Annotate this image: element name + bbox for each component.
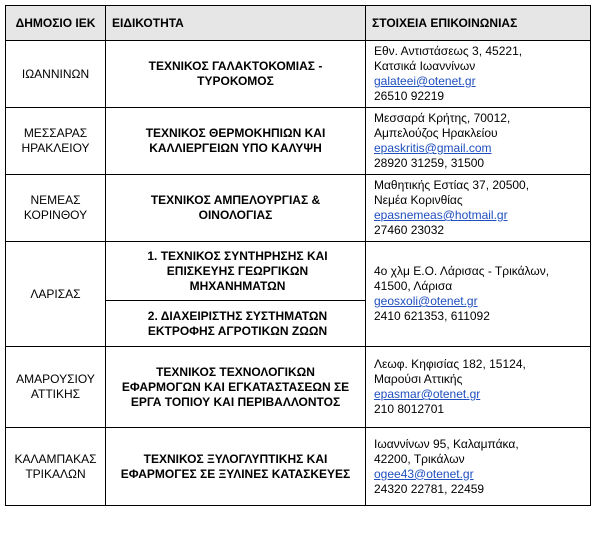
address-line: Νεμέα Κορινθίας <box>374 193 463 207</box>
phone-number: 24320 22781, 22459 <box>374 481 485 496</box>
specialty-cell <box>106 301 366 347</box>
specialty-line: ΤΥΡΟΚΟΜΟΣ <box>197 74 274 88</box>
address-line: Εθν. Αντιστάσεως 3, 45221, <box>374 44 523 58</box>
specialty-cell <box>106 175 366 242</box>
email-link[interactable]: epaskritis@gmail.com <box>374 141 492 155</box>
email-link[interactable]: epasnemeas@hotmail.gr <box>374 208 508 222</box>
table-row <box>6 347 591 428</box>
phone-number: 210 8012701 <box>374 402 445 416</box>
address-line: Μεσσαρά Κρήτης, 70012, <box>374 111 511 125</box>
iek-name: ΑΜΑΡΟΥΣΙΟΥ <box>16 372 95 386</box>
table-row <box>6 108 591 175</box>
table-row <box>6 41 591 108</box>
address-line: Ιωαννίνων 95, Καλαμπάκα, <box>374 436 519 451</box>
specialty-line: ΤΕΧΝΙΚΟΣ ΑΜΠΕΛΟΥΡΓΙΑΣ & <box>150 193 321 207</box>
iek-cell <box>6 41 106 108</box>
specialty-line: ΕΦΑΡΜΟΓΩΝ ΚΑΙ ΕΓΚΑΤΑΣΤΑΣΕΩΝ ΣΕ <box>121 379 350 394</box>
specialty-line: ΕΚΤΡΟΦΗΣ ΑΓΡΟΤΙΚΩΝ ΖΩΩΝ <box>147 323 328 338</box>
contact-cell <box>366 108 591 175</box>
specialty-line: ΤΕΧΝΙΚΟΣ ΓΑΛΑΚΤΟΚΟΜΙΑΣ - <box>148 59 323 73</box>
specialty-line: ΕΦΑΡΜΟΓΕΣ ΣΕ ΞΥΛΙΝΕΣ ΚΑΤΑΣΚΕΥΕΣ <box>120 466 351 481</box>
specialty-line: ΤΕΧΝΙΚΟΣ ΤΕΧΝΟΛΟΓΙΚΩΝ <box>156 364 315 379</box>
specialty-line: ΚΑΛΛΙΕΡΓΕΙΩΝ ΥΠΟ ΚΑΛΥΨΗ <box>149 141 322 155</box>
specialty-cell <box>106 41 366 108</box>
table-row <box>6 428 591 506</box>
email-link[interactable]: epasmar@otenet.gr <box>374 387 481 401</box>
phone-number: 27460 23032 <box>374 223 445 237</box>
iek-name: ΙΩΑΝΝΙΝΩΝ <box>21 66 90 81</box>
specialty-line: ΤΕΧΝΙΚΟΣ ΘΕΡΜΟΚΗΠΙΩΝ ΚΑΙ <box>145 126 326 140</box>
contact-cell <box>366 428 591 506</box>
iek-cell <box>6 242 106 347</box>
header-specialty: ΕΙΔΙΚΟΤΗΤΑ <box>106 6 366 41</box>
address-line: 4ο χλμ Ε.Ο. Λάρισας - Τρικάλων, <box>374 264 550 278</box>
address-line: Μαθητικής Εστίας 37, 20500, <box>374 178 530 192</box>
table-row <box>6 242 591 301</box>
email-link[interactable]: geosxoli@otenet.gr <box>374 294 478 308</box>
table-header-row <box>6 6 591 41</box>
specialty-line: ΟΙΝΟΛΟΓΙΑΣ <box>198 208 273 222</box>
contact-cell <box>366 41 591 108</box>
phone-number: 2410 621353, 611092 <box>374 309 490 323</box>
phone-number: 26510 92219 <box>374 89 445 103</box>
specialty-cell <box>106 242 366 301</box>
iek-cell <box>6 428 106 506</box>
phone-number: 28920 31259, 31500 <box>374 156 485 170</box>
iek-name: ΜΕΣΣΑΡΑΣ <box>23 126 88 140</box>
email-link[interactable]: galateei@otenet.gr <box>374 74 476 88</box>
iek-cell <box>6 175 106 242</box>
iek-name: ΗΡΑΚΛΕΙΟΥ <box>21 141 90 155</box>
header-iek: ΔΗΜΟΣΙΟ ΙΕΚ <box>6 6 106 41</box>
iek-name: ΚΟΡΙΝΘΟΥ <box>23 208 88 222</box>
contact-cell <box>366 347 591 428</box>
address-line: Κατσικά Ιωαννίνων <box>374 59 476 73</box>
specialty-line: 2. ΔΙΑΧΕΙΡΙΣΤΗΣ ΣΥΣΤΗΜΑΤΩΝ <box>147 308 328 323</box>
address-line: Λεωφ. Κηφισίας 182, 15124, <box>374 357 526 371</box>
table-row <box>6 175 591 242</box>
contact-cell <box>366 242 591 347</box>
iek-cell <box>6 347 106 428</box>
document-page <box>5 5 591 506</box>
iek-name: ΚΑΛΑΜΠΑΚΑΣ <box>14 451 97 466</box>
address-line: Μαρούσι Αττικής <box>374 372 463 386</box>
email-link[interactable]: ogee43@otenet.gr <box>374 466 474 481</box>
specialty-cell <box>106 428 366 506</box>
specialty-line: ΕΡΓΑ ΤΟΠΙΟΥ ΚΑΙ ΠΕΡΙΒΑΛΛΟΝΤΟΣ <box>130 394 341 409</box>
address-line: Αμπελούζος Ηρακλείου <box>374 126 498 140</box>
iek-cell <box>6 108 106 175</box>
address-line: 42200, Τρικάλων <box>374 451 465 466</box>
specialty-cell <box>106 108 366 175</box>
address-line: 41500, Λάρισα <box>374 279 453 293</box>
specialty-line: ΕΠΙΣΚΕΥΗΣ ΓΕΩΡΓΙΚΩΝ <box>166 263 309 278</box>
contact-cell <box>366 175 591 242</box>
iek-name: ΝΕΜΕΑΣ <box>30 193 81 207</box>
header-contact: ΣΤΟΙΧΕΙΑ ΕΠΙΚΟΙΝΩΝΙΑΣ <box>366 6 591 41</box>
specialty-line: ΤΕΧΝΙΚΟΣ ΞΥΛΟΓΛΥΠΤΙΚΗΣ ΚΑΙ <box>143 451 328 466</box>
iek-contact-table <box>5 5 591 506</box>
iek-name: ΑΤΤΙΚΗΣ <box>30 387 81 401</box>
specialty-cell <box>106 347 366 428</box>
iek-name: ΛΑΡΙΣΑΣ <box>30 286 81 301</box>
iek-name: ΤΡΙΚΑΛΩΝ <box>25 466 86 481</box>
specialty-line: 1. ΤΕΧΝΙΚΟΣ ΣΥΝΤΗΡΗΣΗΣ ΚΑΙ <box>147 248 328 263</box>
specialty-line: ΜΗΧΑΝΗΜΑΤΩΝ <box>189 278 286 293</box>
